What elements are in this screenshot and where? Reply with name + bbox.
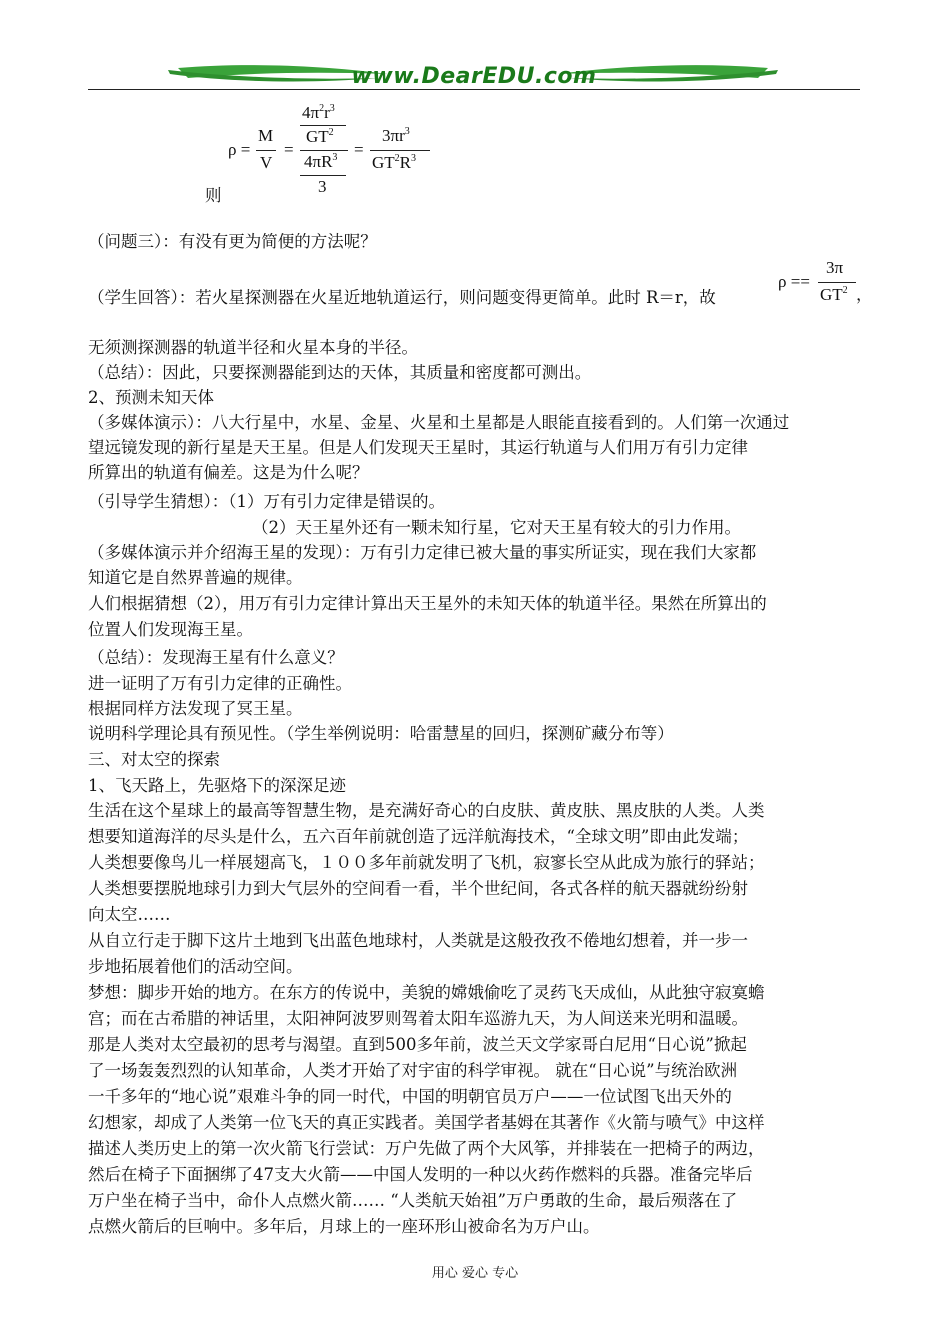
fraction-bar [370, 150, 430, 151]
text-line: 望远镜发现的新行星是天王星。但是人们发现天王星时，其运行轨道与人们用万有引力定律 [88, 438, 748, 457]
rho-symbol: ρ = [228, 140, 251, 159]
rho-symbol: ρ == [778, 272, 810, 291]
denominator-top: $4\pi R^3$ [304, 152, 338, 171]
text-line: （多媒体演示）：八大行星中，水星、金星、火星和土星都是人眼能直接看到的。人们第一次通过 [88, 413, 790, 432]
text-line: （总结）：发现海王星有什么意义？ [88, 648, 344, 667]
subsection-heading: 1、飞天路上，先驱烙下的深深足迹 [88, 776, 346, 795]
trailing-comma: ， [856, 285, 873, 304]
text-line: 人类想要像鸟儿一样展翅高飞，１００多年前就发明了飞机，寂寥长空从此成为旅行的驿站； [88, 853, 765, 872]
equals-sign: = [354, 140, 364, 159]
fraction-bar [300, 150, 348, 151]
text-line: 然后在椅子下面捆绑了47支大火箭——中国人发明的一种以火药作燃料的兵器。准备完毕后 [88, 1165, 753, 1184]
text-line: （多媒体演示并介绍海王星的发现）：万有引力定律已被大量的事实所证实，现在我们大家都 [88, 543, 757, 562]
text-line: （总结）：因此，只要探测器能到达的天体，其质量和密度都可测出。 [88, 363, 592, 382]
text-line: 无须测探测器的轨道半径和火星本身的半径。 [88, 338, 418, 357]
denominator-bottom: 3 [318, 177, 327, 196]
text-line: （引导学生猜想）：（1）万有引力定律是错误的。 [88, 492, 445, 511]
site-header [88, 60, 860, 92]
text-line: 宫；而在古希腊的神话里，太阳神阿波罗则驾着太阳车巡游九天，为人间送来光明和温暖。 [88, 1009, 748, 1028]
numerator-top: $4\pi^2r^3$ [302, 103, 335, 122]
mass-symbol: M [258, 126, 274, 145]
fraction-bar [300, 125, 346, 126]
fraction-bar [256, 150, 276, 151]
text-line: （问题三）：有没有更为简便的方法呢？ [88, 232, 377, 251]
fraction-bar [818, 282, 856, 283]
section-heading: 三、对太空的探索 [88, 750, 220, 769]
text-line: 生活在这个星球上的最高等智慧生物，是充满好奇心的白皮肤、黄皮肤、黑皮肤的人类。人类 [88, 801, 765, 820]
formula-numerator: 3π [826, 258, 844, 277]
text-line: 所算出的轨道有偏差。这是为什么呢？ [88, 463, 369, 482]
text-line: 幻想家，却成了人类第一位飞天的真正实践者。美国学者基姆在其著作《火箭与喷气》中这样 [88, 1113, 765, 1132]
text-line: 2、预测未知天体 [88, 388, 214, 407]
text-line: 想要知道海洋的尽头是什么，五六百年前就创造了远洋航海技术，“全球文明”即由此发端； [88, 827, 749, 846]
formula-denominator: $GT^2$ [820, 285, 848, 304]
text-line: 从自立行走于脚下这片土地到飞出蓝色地球村，人类就是这般孜孜不倦地幻想着，并一步一 [88, 931, 748, 950]
text-line: 人们根据猜想（2），用万有引力定律计算出天王星外的未知天体的轨道半径。果然在所算出的 [88, 594, 767, 613]
text-line: （2）天王星外还有一颗未知行星，它对天王星有较大的引力作用。 [252, 518, 741, 537]
text-line: 点燃火箭后的巨响中。多年后，月球上的一座环形山被命名为万户山。 [88, 1217, 600, 1236]
text-line: （学生回答）：若火星探测器在火星近地轨道运行，则问题变得更简单。此时 R＝r，故 [88, 288, 716, 307]
text-line: 进一证明了万有引力定律的正确性。 [88, 674, 352, 693]
text-line: 步地拓展着他们的活动空间。 [88, 957, 303, 976]
text-line: 万户坐在椅子当中，命仆人点燃火箭…… “人类航天始祖”万户勇敢的生命，最后殒落在了 [88, 1191, 738, 1210]
result-numerator: $3\pi r^3$ [382, 126, 410, 145]
text-line: 那是人类对太空最初的思考与渴望。直到500多年前，波兰天文学家哥白尼用“日心说”掀起 [88, 1035, 747, 1054]
text-line: 说明科学理论具有预见性。（学生举例说明：哈雷慧星的回归，探测矿藏分布等） [88, 724, 674, 743]
result-denominator: $GT^2R^3$ [372, 153, 417, 172]
text-line: 一千多年的“地心说”艰难斗争的同一时代，中国的明朝官员万户——一位试图飞出天外的 [88, 1087, 732, 1106]
page-footer: 用心 爱心 专心 [431, 1266, 519, 1281]
text-line: 知道它是自然界普遍的规律。 [88, 568, 303, 587]
site-name[interactable]: www.DearEDU.com [351, 64, 597, 89]
numerator-bottom: $GT^2$ [306, 127, 334, 146]
text-line: 根据同样方法发现了冥王星。 [88, 699, 303, 718]
header-rule [88, 89, 860, 90]
text-line: 位置人们发现海王星。 [88, 620, 253, 639]
text-line: 人类想要摆脱地球引力到大气层外的空间看一看，半个世纪间，各式各样的航天器就纷纷射 [88, 879, 748, 898]
text-line: 了一场轰轰烈烈的认知革命，人类才开始了对宇宙的科学审视。 就在“日心说”与统治欧洲 [88, 1061, 738, 1080]
fraction-bar [300, 175, 346, 176]
text-line: 梦想：脚步开始的地方。在东方的传说中，美貌的嫦娥偷吃了灵药飞天成仙，从此独守寂寞蟾 [88, 983, 765, 1002]
text-line: 描述人类历史上的第一次火箭飞行尝试：万户先做了两个大风筝，并排装在一把椅子的两边， [88, 1139, 765, 1158]
equals-sign: = [284, 140, 294, 159]
volume-symbol: V [260, 153, 273, 172]
prefix-then: 则 [205, 186, 222, 205]
text-line: 向太空…… [88, 905, 171, 924]
